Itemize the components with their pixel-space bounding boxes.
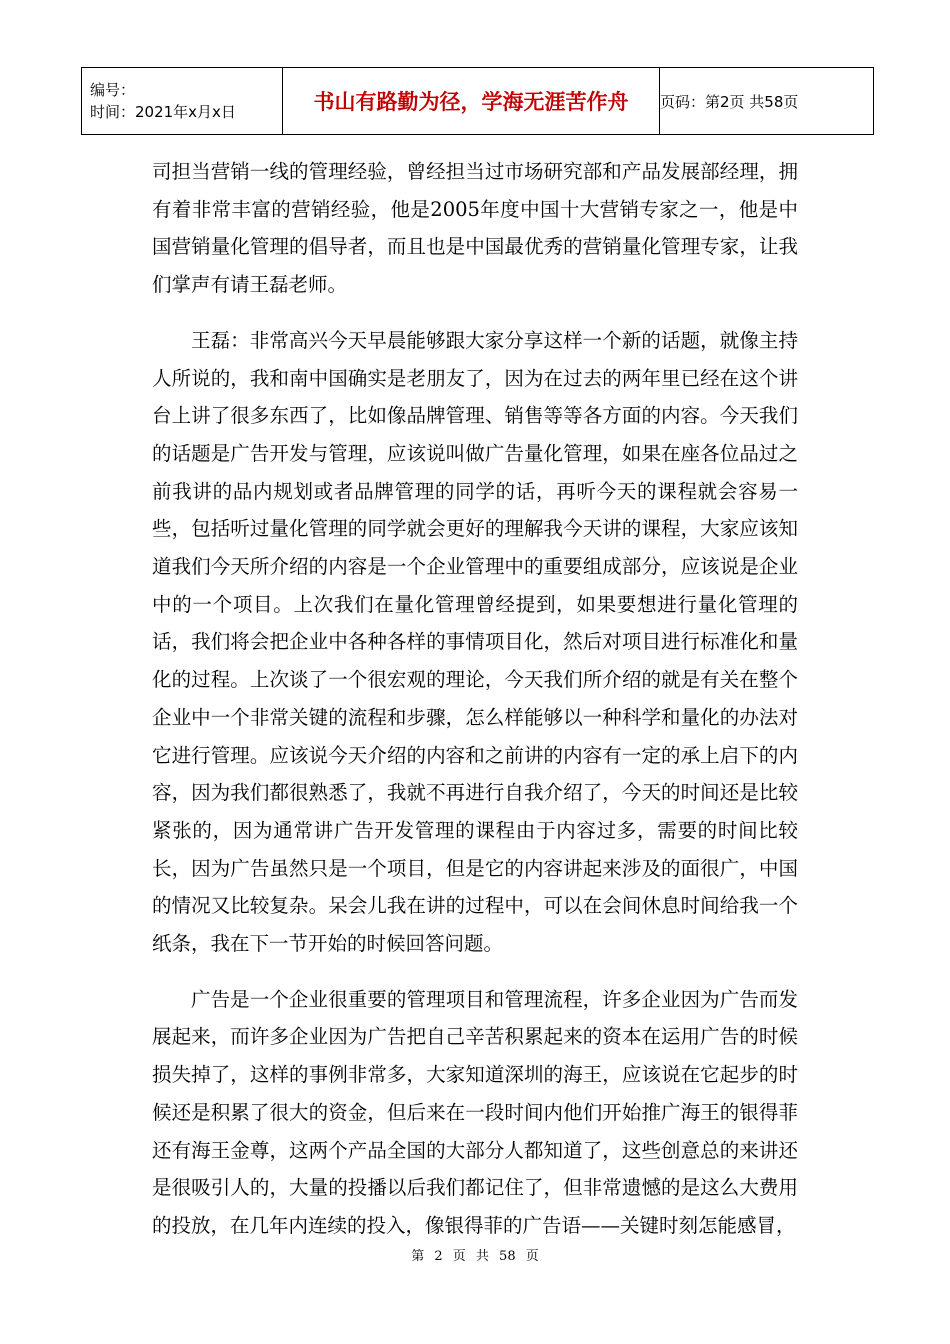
document-body xyxy=(152,153,798,1263)
header-meta-cell xyxy=(82,68,283,135)
header-motto: 书山有路勤为径，学海无涯苦作舟 xyxy=(283,68,660,135)
paragraph-advertising: 广告是一个企业很重要的管理项目和管理流程，许多企业因为广告而发展起来，而许多企业因为广告把自己辛苦积累起来的资本在运用广告的时候损失掉了，这样的事例非常多，大家知道深圳的海王，应该说在它起步的时候还是积累了很大的资金，但后来在一段时间内他们开始推广海王的银得菲还有海王金尊，这两个产品全国的大部分人都知道了，这些创意总的来讲还是很吸引人的，大量的投播以后我们都记住了，但非常遗憾的是这么大费用的投放，在几年内连续的投入，像银得菲的广告语——关键时刻怎能感冒， xyxy=(152,987,798,1237)
document-date: 时间：2021年x月x日 xyxy=(90,103,236,121)
page-footer: 第 2 页 共 58 页 xyxy=(411,1249,539,1264)
header-page-info: 页码：第2页 共58页 xyxy=(660,68,874,135)
paragraph-continuation: 司担当营销一线的管理经验，曾经担当过市场研究部和产品发展部经理，拥有着非常丰富的营销经验，他是2005年度中国十大营销专家之一，他是中国营销量化管理的倡导者，而且也是中国最优秀的营销量化管理专家，让我们掌声有请王磊老师。 xyxy=(152,160,798,297)
paragraph-speech: 王磊：非常高兴今天早晨能够跟大家分享这样一个新的话题，就像主持人所说的，我和南中国确实是老朋友了，因为在过去的两年里已经在这个讲台上讲了很多东西了，比如像品牌管理、销售等等各方面的内容。今天我们的话题是广告开发与管理，应该说叫做广告量化管理，如果在座各位品过之前我讲的品内规划或者品牌管理的同学的话，再听今天的课程就会容易一些，包括听过量化管理的同学就会更好的理解我今天讲的课程，大家应该知道我们今天所介绍的内容是一个企业管理中的重要组成部分，应该说是企业中的一个项目。上次我们在量化管理曾经提到，如果要想进行量化管理的话，我们将会把企业中各种各样的事情项目化，然后对项目进行标准化和量化的过程。上次谈了一个很宏观的理论，今天我们所介绍的就是有关在整个企业中一个非常关键的流程和步骤，怎么样能够以一种科学和量化的办法对它进行管理。应该说今天介绍的内容和之前讲的内容有一定的承上启下的内容，因为我们都很熟悉了，我就不再进行自我介绍了，今天的时间还是比较紧张的，因为通常讲广告开发管理的课程由于内容过多，需要的时间比较长，因为广告虽然只是一个项目，但是它的内容讲起来涉及的面很广，中国的情况又比较复杂。呆会儿我在讲的过程中，可以在会间休息时间给我一个纸条，我在下一节开始的时候回答问题。 xyxy=(152,328,798,956)
document-number: 编号： xyxy=(90,81,136,99)
document-header xyxy=(81,67,874,135)
